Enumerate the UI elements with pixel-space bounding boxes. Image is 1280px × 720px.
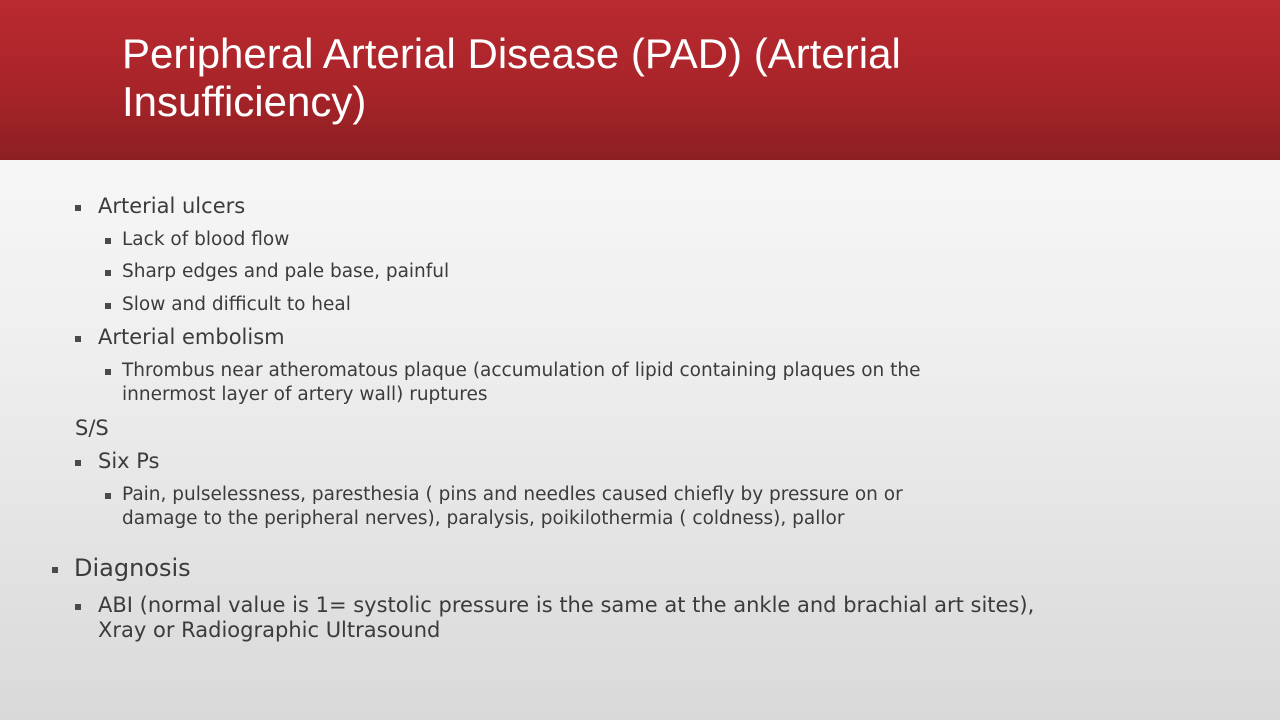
bullet-thrombus-line2: innermost layer of artery wall) ruptures <box>122 384 488 405</box>
bullet-thrombus-line1: Thrombus near atheromatous plaque (accumulation of lipid containing plaques on the <box>122 360 921 381</box>
bullet-marker <box>105 303 111 309</box>
bullet-abi-line1: ABI (normal value is 1= systolic pressure is the same at the ankle and brachial art sites), <box>98 593 1035 617</box>
bullet-sharp-edges: Sharp edges and pale base, painful <box>122 261 450 282</box>
bullet-marker <box>105 369 111 375</box>
bullet-pain-line2: damage to the peripheral nerves), paralysis, poikilothermia ( coldness), pallor <box>122 508 845 529</box>
bullet-six-ps: Six Ps <box>98 449 160 473</box>
bullet-slow-heal: Slow and difficult to heal <box>122 294 351 315</box>
bullet-arterial-embolism: Arterial embolism <box>98 325 285 349</box>
bullet-marker <box>105 493 111 499</box>
bullet-abi-line2: Xray or Radiographic Ultrasound <box>98 618 441 642</box>
bullet-pain-line1: Pain, pulselessness, paresthesia ( pins and needles caused chiefly by pressure on or <box>122 484 903 505</box>
ss-heading: S/S <box>75 416 109 440</box>
slide-title: Peripheral Arterial Disease (PAD) (Arterial Insufficiency) <box>122 30 901 125</box>
bullet-lack-blood-flow: Lack of blood flow <box>122 229 290 250</box>
bullet-marker <box>105 238 111 244</box>
bullet-marker <box>75 336 81 342</box>
bullet-marker <box>75 205 81 211</box>
bullet-marker <box>52 567 58 573</box>
bullet-marker <box>75 604 81 610</box>
bullet-marker <box>105 270 111 276</box>
bullet-marker <box>75 460 81 466</box>
bullet-arterial-ulcers: Arterial ulcers <box>98 194 246 218</box>
bullet-diagnosis: Diagnosis <box>74 554 191 582</box>
